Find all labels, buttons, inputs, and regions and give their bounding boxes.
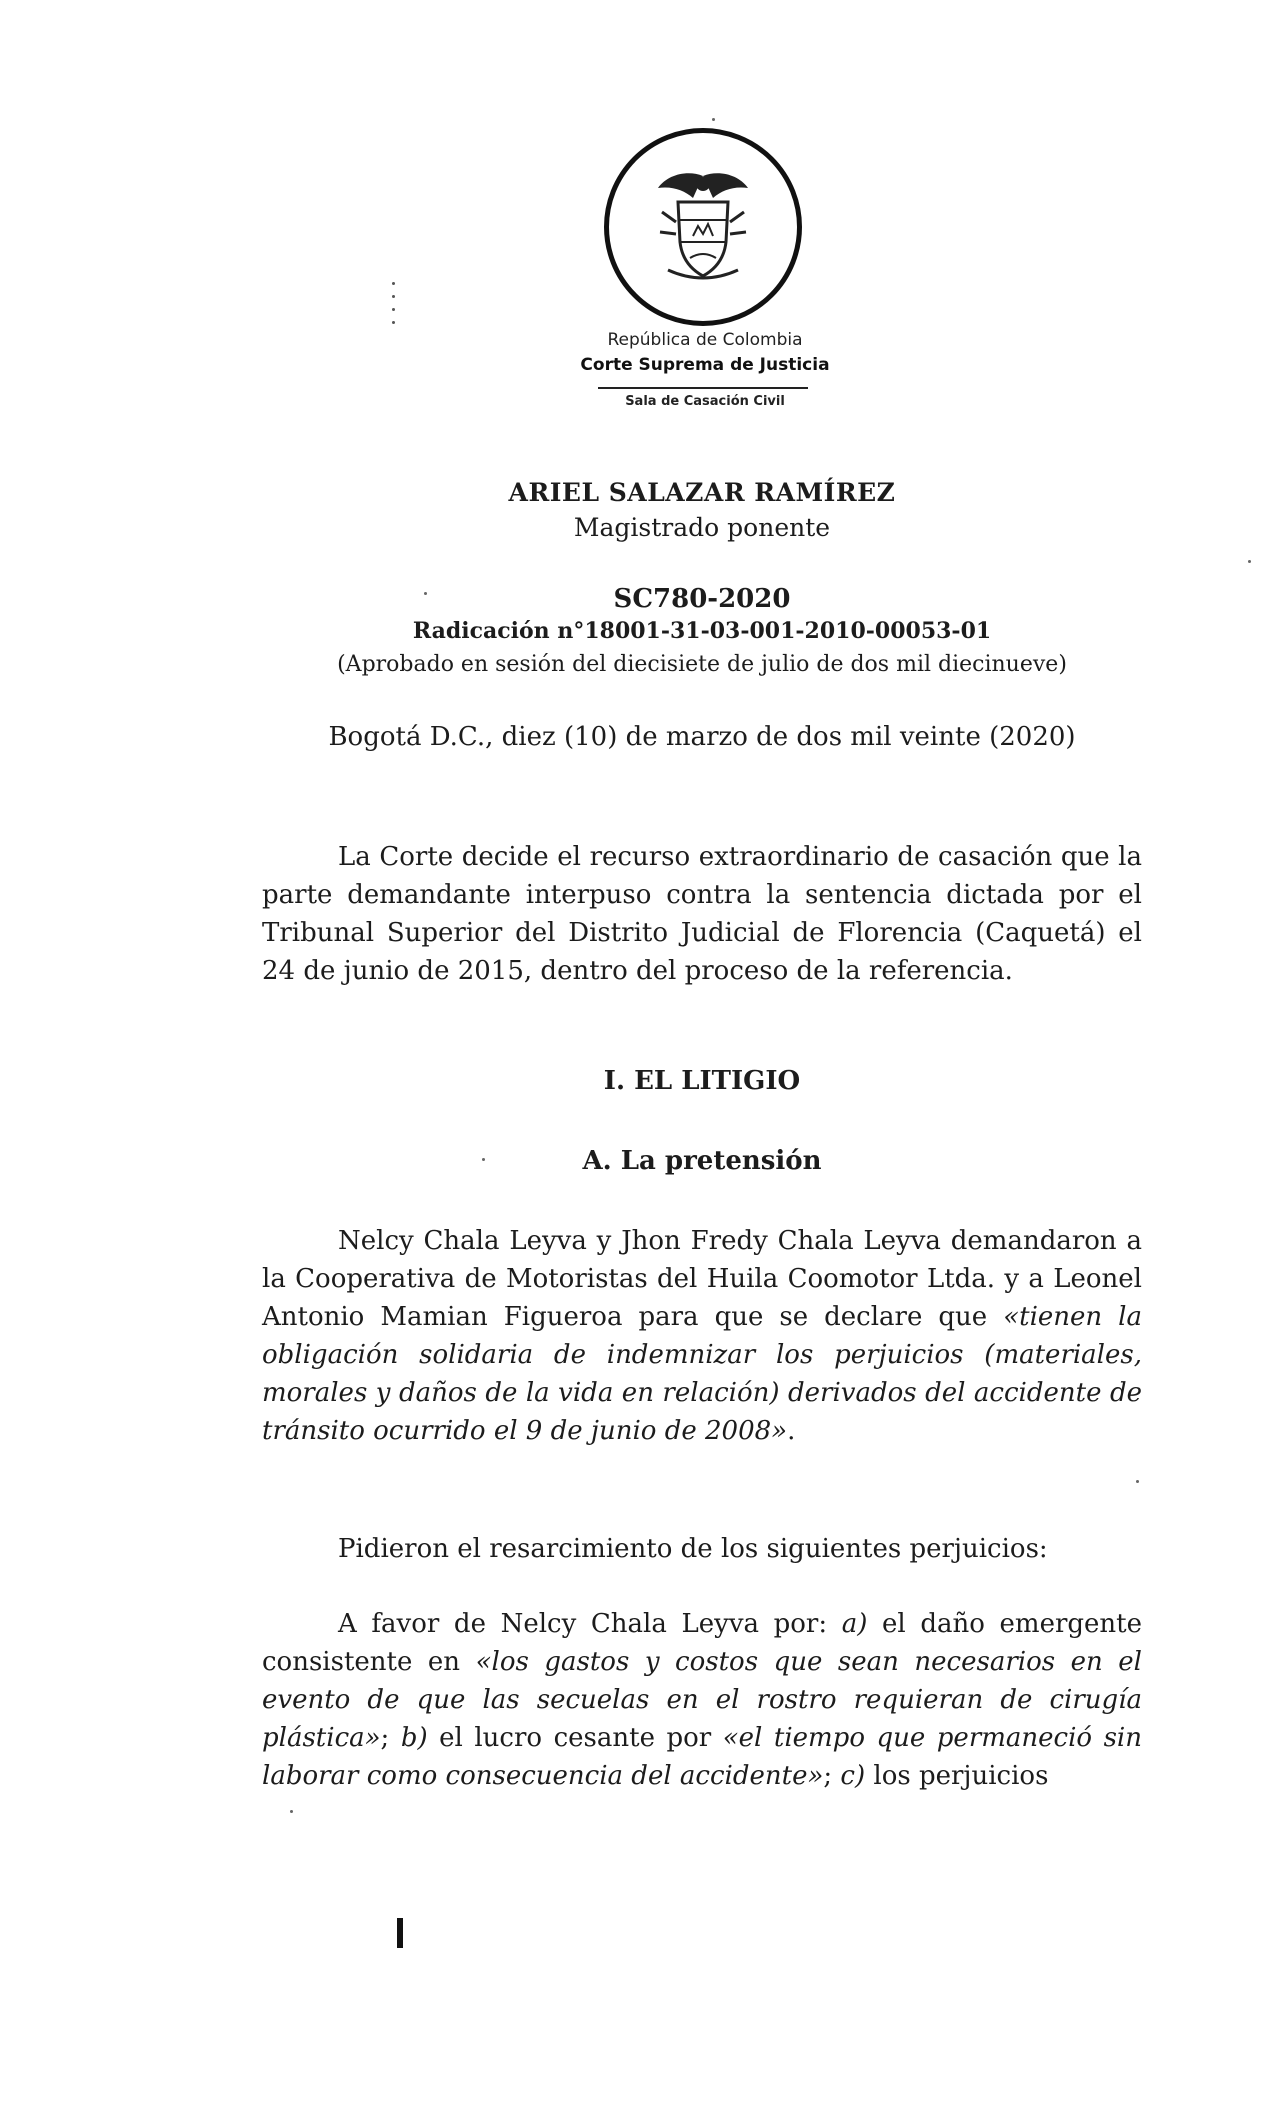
colombia-coat-of-arms-icon xyxy=(638,162,768,292)
magistrate-role: Magistrado ponente xyxy=(573,513,831,542)
intro-text: La Corte decide el recurso extraordinario de casación que la parte demandante interpuso contra la sentencia dictada por el Tribunal Superior del Distrito Judicial de Florencia (Caquetá) el 24 de junio de 2015, dentro del proceso de la referencia. xyxy=(262,842,1142,986)
item-b-marker: b) xyxy=(400,1723,428,1753)
subsection-title: A. La pretensión xyxy=(582,1146,822,1176)
favor-paragraph xyxy=(262,1605,1142,1795)
favor-a-text: el daño emergente consistente en xyxy=(262,1609,1142,1677)
scan-speck xyxy=(424,592,427,595)
intro-paragraph xyxy=(262,838,1142,990)
seal-divider xyxy=(598,387,808,389)
radicacion-number: Radicación n°18001-31-03-001-2010-00053-01 xyxy=(412,618,992,644)
magistrate-name: ARIEL SALAZAR RAMÍREZ xyxy=(508,478,896,507)
item-a-marker: a) xyxy=(841,1609,868,1639)
seal-court-name: Corte Suprema de Justicia xyxy=(580,355,830,375)
item-b-separator: ; xyxy=(380,1723,401,1753)
favor-b-text: el lucro cesante por xyxy=(427,1723,723,1753)
scan-speck xyxy=(1136,1480,1139,1483)
scan-speck xyxy=(290,1810,293,1813)
case-number: SC780-2020 xyxy=(613,584,791,614)
favor-intro: A favor de Nelcy Chala Leyva por: xyxy=(338,1609,842,1639)
favor-c-text: los perjuicios xyxy=(865,1761,1049,1791)
claim-quote: «tienen la obligación solidaria de indemnizar los perjuicios (materiales, morales y daños de la vida en relación) derivados del accidente de tránsito ocurrido el 9 de junio de 2008» xyxy=(262,1302,1142,1446)
page-mark xyxy=(397,1918,403,1948)
approval-note: (Aprobado en sesión del diecisiete de julio de dos mil diecinueve) xyxy=(337,652,1067,677)
court-seal xyxy=(604,128,802,326)
favor-a-quote: «los gastos y costos que sean necesarios en el evento de que las secuelas en el rostro requieran de cirugía plástica» xyxy=(262,1647,1142,1753)
margin-dots xyxy=(392,282,396,334)
favor-b-quote: «el tiempo que permaneció sin laborar como consecuencia del accidente» xyxy=(262,1723,1142,1791)
seal-chamber: Sala de Casación Civil xyxy=(625,394,785,409)
item-c-separator: ; xyxy=(823,1761,841,1791)
damages-intro-paragraph xyxy=(262,1530,1142,1568)
claim-text: Nelcy Chala Leyva y Jhon Fredy Chala Leyva demandaron a la Cooperativa de Motoristas del Huila Coomotor Ltda. y a Leonel Antonio Mamian Figueroa para que se declare que xyxy=(262,1226,1142,1332)
item-c-marker: c) xyxy=(840,1761,866,1791)
scan-speck xyxy=(1248,560,1251,563)
claim-end: . xyxy=(787,1416,796,1446)
scan-speck xyxy=(712,118,715,121)
damages-intro: Pidieron el resarcimiento de los siguientes perjuicios: xyxy=(338,1534,1048,1564)
scan-speck xyxy=(482,1158,485,1161)
seal-country: República de Colombia xyxy=(607,330,803,350)
section-title: I. EL LITIGIO xyxy=(603,1066,801,1096)
claim-paragraph xyxy=(262,1222,1142,1450)
decision-date: Bogotá D.C., diez (10) de marzo de dos mil veinte (2020) xyxy=(328,722,1076,752)
